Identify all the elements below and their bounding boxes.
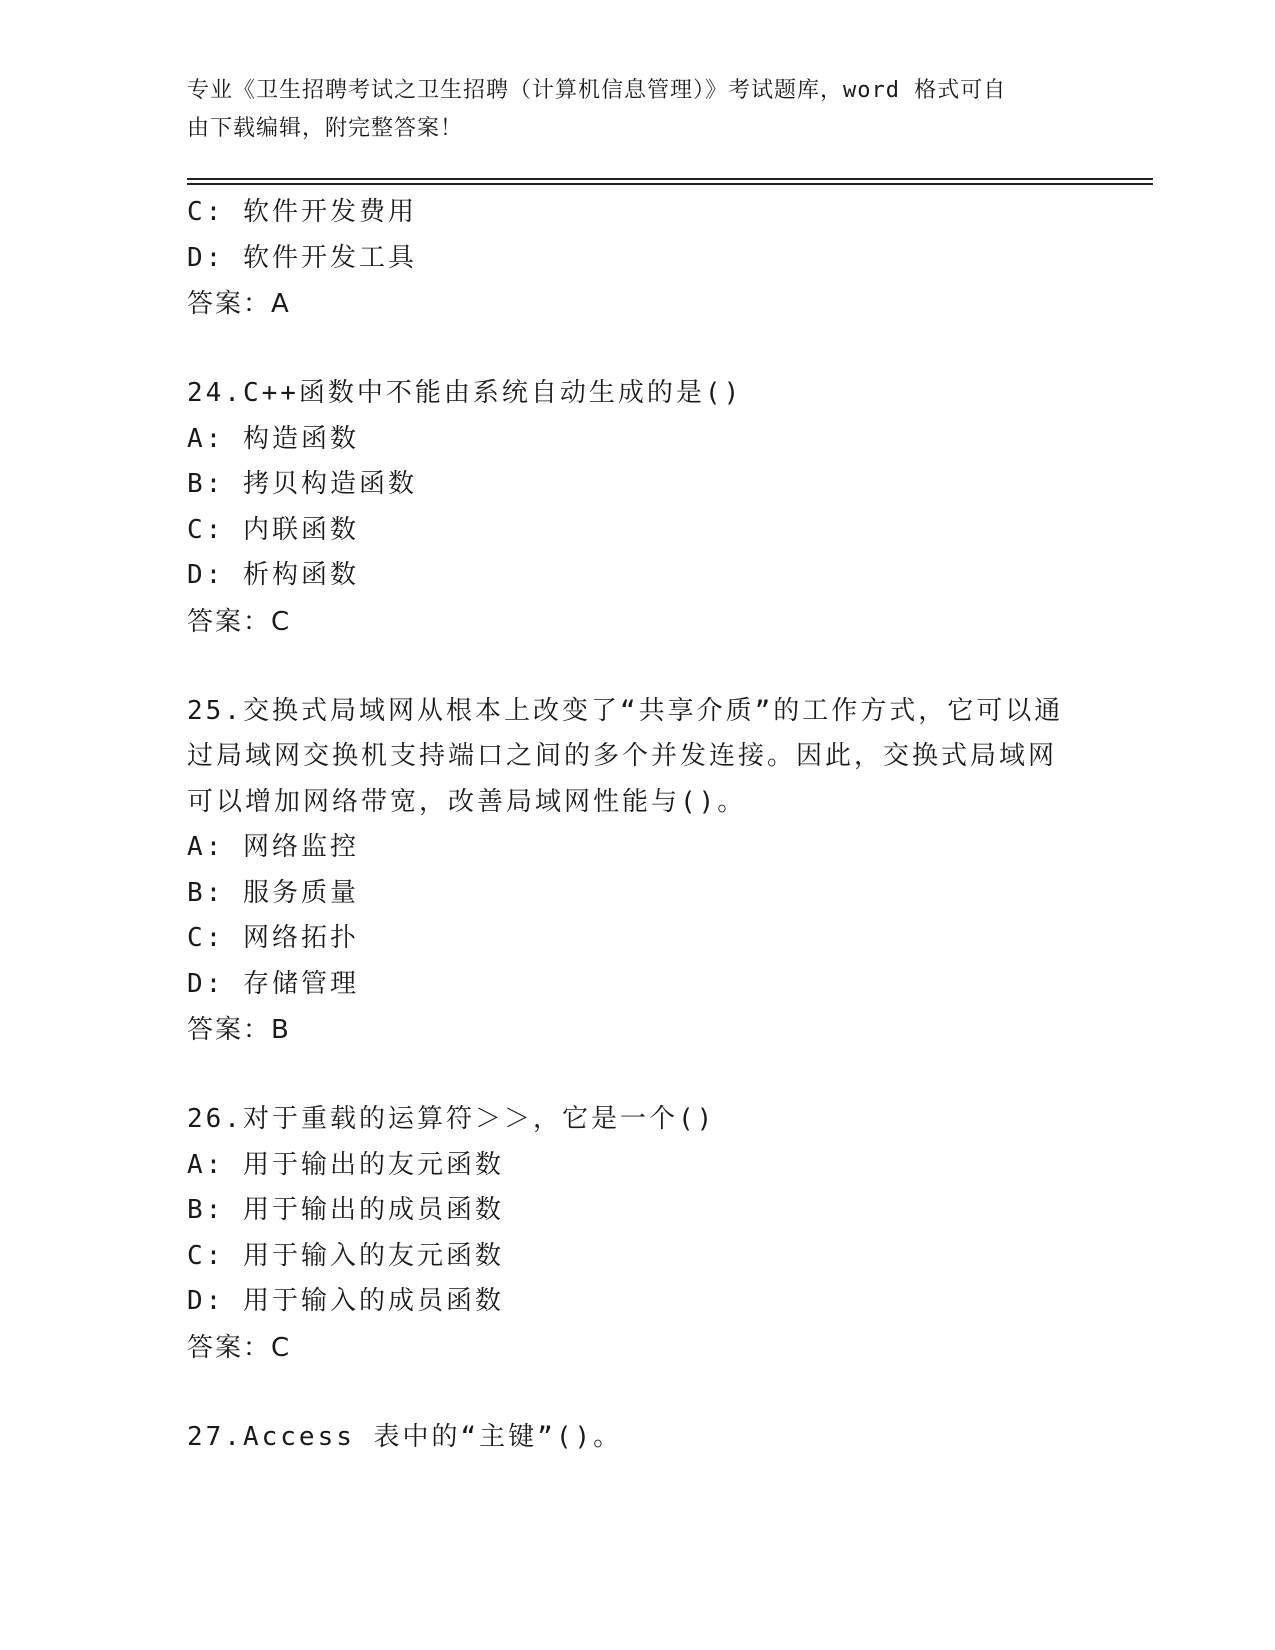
option-b: B: 拷贝构造函数 [187, 469, 417, 499]
option-a: A: 用于输出的友元函数 [187, 1149, 504, 1180]
option-b: B: 用于输出的成员函数 [187, 1195, 504, 1225]
question-stem-line-1: 25.交换式局域网从根本上改变了“共享介质”的工作方式，它可以通 [187, 695, 1064, 726]
spacer [187, 1053, 1087, 1097]
question-stem-line-3: 可以增加网络带宽，改善局域网性能与()。 [187, 786, 747, 817]
header-divider-top [187, 178, 1153, 180]
question-25 [187, 689, 1087, 1054]
option-c: C: 内联函数 [187, 514, 359, 545]
header-line-1: 专业《卫生招聘考试之卫生招聘（计算机信息管理）》考试题库，word 格式可自 [187, 78, 1007, 103]
question-26 [187, 1097, 1087, 1371]
spacer [187, 645, 1087, 689]
option-d: D: 析构函数 [187, 560, 359, 590]
question-23-fragment [187, 190, 1087, 327]
answer-line: 答案：C [187, 1332, 292, 1363]
option-c: C: 软件开发费用 [187, 197, 417, 227]
option-a: A: 构造函数 [187, 423, 359, 454]
option-a: A: 网络监控 [187, 832, 359, 862]
answer-line: 答案：B [187, 1015, 291, 1045]
option-d: D: 存储管理 [187, 968, 359, 999]
question-list [187, 190, 1087, 1460]
document-header [187, 72, 1067, 148]
answer-line: 答案：C [187, 606, 292, 637]
spacer [187, 1371, 1087, 1415]
header-line-2: 由下载编辑，附完整答案！ [187, 116, 464, 141]
question-24 [187, 371, 1087, 645]
question-stem-line-2: 过局域网交换机支持端口之间的多个并发连接。因此，交换式局域网 [187, 741, 1058, 771]
question-stem: 24.C++函数中不能由系统自动生成的是() [187, 378, 743, 408]
spacer [187, 327, 1087, 371]
question-stem: 26.对于重载的运算符＞＞，它是一个() [187, 1104, 716, 1134]
option-c: C: 网络拓扑 [187, 923, 359, 953]
option-d: D: 软件开发工具 [187, 242, 417, 273]
option-c: C: 用于输入的友元函数 [187, 1240, 504, 1271]
header-divider-bottom [187, 183, 1153, 185]
option-d: D: 用于输入的成员函数 [187, 1286, 504, 1316]
question-27 [187, 1415, 1087, 1461]
option-b: B: 服务质量 [187, 877, 359, 908]
answer-line: 答案：A [187, 289, 291, 319]
question-stem: 27.Access 表中的“主键”()。 [187, 1421, 623, 1452]
